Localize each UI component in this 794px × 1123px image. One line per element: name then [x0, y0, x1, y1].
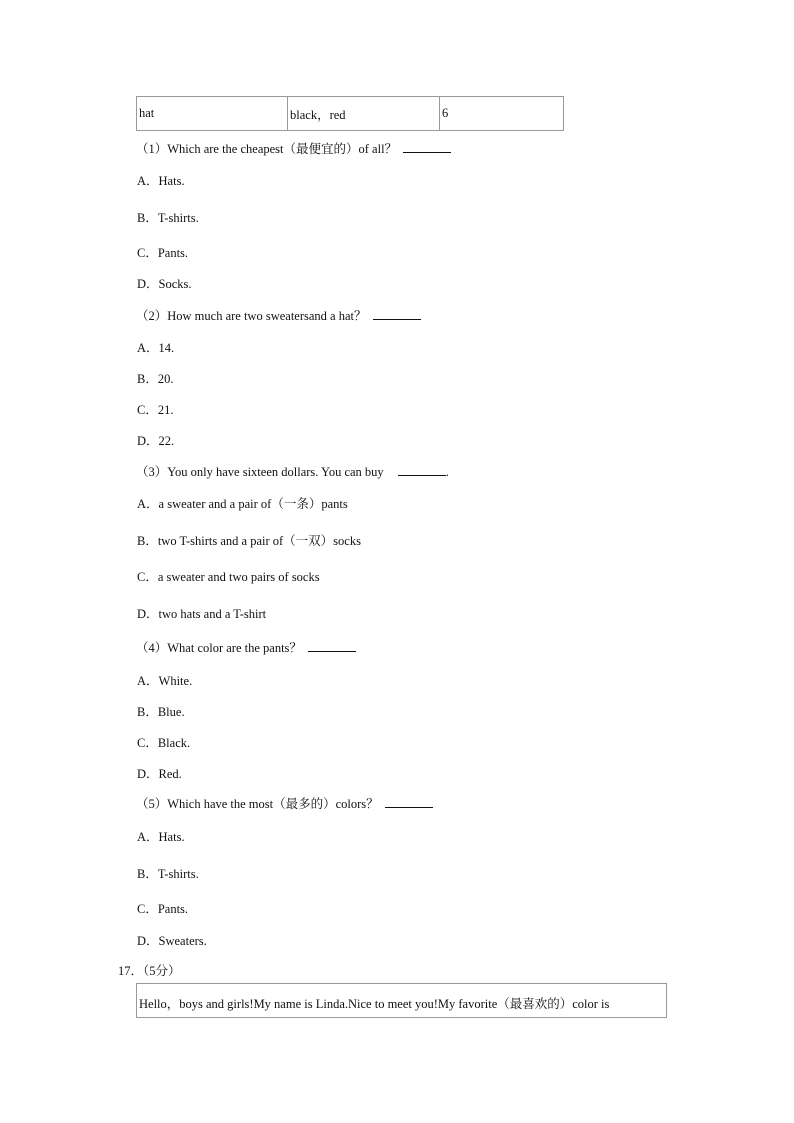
- answer-blank[interactable]: [398, 463, 446, 476]
- question-text: （4）What color are the pants？: [136, 641, 302, 655]
- option-b[interactable]: B．20.: [137, 372, 174, 386]
- option-d[interactable]: D．22.: [137, 434, 175, 448]
- option-a[interactable]: A．14.: [137, 341, 175, 355]
- question-5-stem: [136, 794, 433, 812]
- question-text: （5）Which have the most（最多的）colors？: [136, 797, 379, 811]
- table-cell-item: hat: [137, 97, 288, 131]
- option-b[interactable]: B．Blue.: [137, 705, 185, 719]
- question-text: （3）You only have sixteen dollars. You can buy: [136, 465, 384, 479]
- option-c[interactable]: C．a sweater and two pairs of socks: [137, 570, 320, 584]
- answer-blank[interactable]: [308, 639, 356, 652]
- answer-blank[interactable]: [385, 795, 433, 808]
- option-c[interactable]: C．Pants.: [137, 246, 189, 260]
- option-a[interactable]: A．White.: [137, 674, 193, 688]
- option-a[interactable]: A．Hats.: [137, 174, 185, 188]
- question-4-stem: [136, 638, 356, 656]
- table-cell-colors: black，red: [288, 97, 440, 131]
- passage-text: Hello，boys and girls!My name is Linda.Nice to meet you!My favorite（最喜欢的）color is: [139, 997, 610, 1011]
- question-2-stem: [136, 306, 421, 324]
- option-d[interactable]: D．two hats and a T-shirt: [137, 607, 267, 621]
- reading-passage: [136, 983, 667, 1018]
- question-text: （2）How much are two sweatersand a hat？: [136, 309, 367, 323]
- question-3-stem: [136, 462, 449, 480]
- table-row: [137, 97, 564, 131]
- answer-blank[interactable]: [403, 140, 451, 153]
- option-d[interactable]: D．Socks.: [137, 277, 192, 291]
- question-1-stem: [136, 139, 451, 157]
- option-b[interactable]: B．two T-shirts and a pair of（一双）socks: [137, 534, 361, 548]
- question-text: （1）Which are the cheapest（最便宜的）of all？: [136, 142, 398, 156]
- option-a[interactable]: A．a sweater and a pair of（一条）pants: [137, 497, 348, 511]
- answer-blank[interactable]: [373, 307, 421, 320]
- option-b[interactable]: B．T-shirts.: [137, 867, 199, 881]
- question-17-header: 17．（5分）: [118, 964, 181, 978]
- option-b[interactable]: B．T-shirts.: [137, 211, 199, 225]
- option-c[interactable]: C．Pants.: [137, 902, 189, 916]
- question-suffix: .: [445, 465, 449, 479]
- option-c[interactable]: C．Black.: [137, 736, 191, 750]
- option-d[interactable]: D．Red.: [137, 767, 182, 781]
- option-c[interactable]: C．21.: [137, 403, 174, 417]
- goods-table: [136, 96, 564, 131]
- option-d[interactable]: D．Sweaters.: [137, 934, 207, 948]
- table-cell-price: 6: [440, 97, 564, 131]
- option-a[interactable]: A．Hats.: [137, 830, 185, 844]
